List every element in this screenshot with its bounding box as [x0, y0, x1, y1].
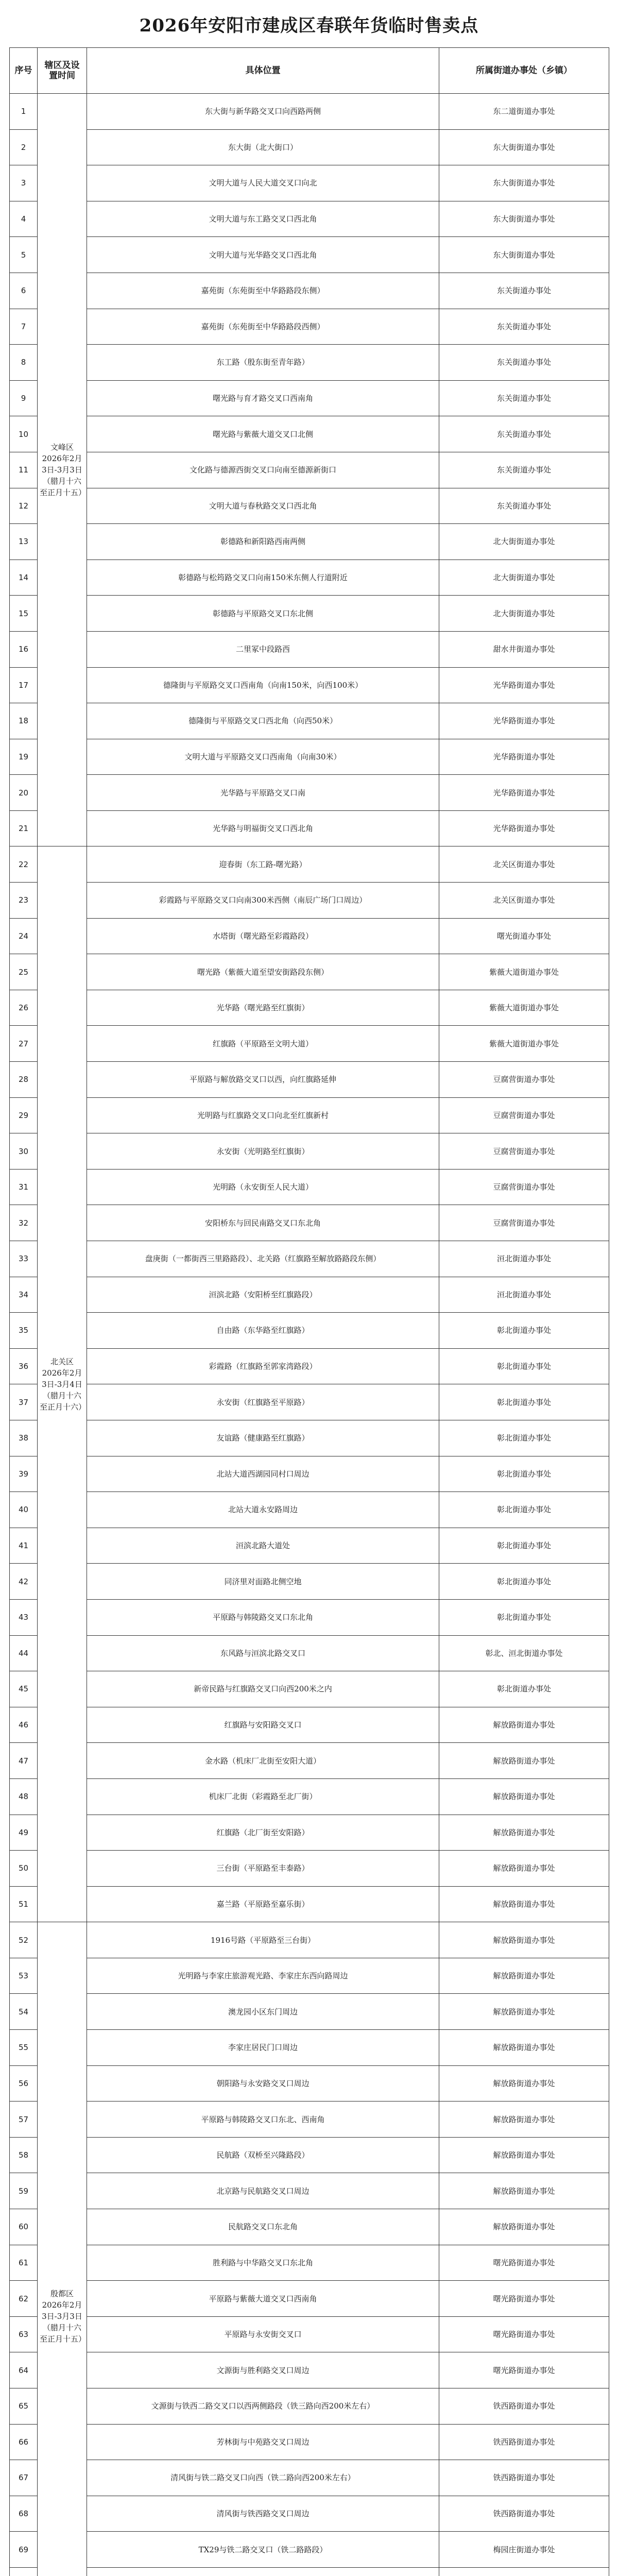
row-office: 东关街道办事处	[439, 309, 609, 345]
row-index: 32	[10, 1205, 38, 1241]
row-location: 水塔街（曙光路至彩霞路段）	[87, 918, 439, 954]
row-office: 豆腐营街道办事处	[439, 1133, 609, 1170]
row-location: 迎春街（东工路-曙光路）	[87, 846, 439, 883]
row-index: 13	[10, 524, 38, 560]
row-index	[10, 2567, 38, 2576]
table-row	[10, 1313, 609, 1349]
row-index: 21	[10, 810, 38, 846]
table-row	[10, 165, 609, 201]
row-location: 光华路（曙光路至红旗街）	[87, 990, 439, 1026]
row-office: 光华路街道办事处	[439, 667, 609, 703]
row-index: 19	[10, 739, 38, 775]
row-index: 27	[10, 1026, 38, 1062]
row-location: 光明路与红旗路交叉口向北至红旗新村	[87, 1097, 439, 1133]
table-row	[10, 237, 609, 273]
row-office: 解放路街道办事处	[439, 1922, 609, 1958]
row-office: 紫薇大道街道办事处	[439, 990, 609, 1026]
row-location: 红旗路与安阳路交叉口	[87, 1707, 439, 1743]
row-location: 清风街与铁西路交叉口周边	[87, 2496, 439, 2532]
row-index: 23	[10, 883, 38, 919]
row-office: 铁西路街道办事处	[439, 2460, 609, 2496]
table-row	[10, 416, 609, 452]
table-row	[10, 2209, 609, 2245]
row-office: 东关街道办事处	[439, 273, 609, 309]
row-location: 文明大道与东工路交叉口西北角	[87, 201, 439, 237]
row-office: 解放路街道办事处	[439, 1778, 609, 1815]
table-row	[10, 631, 609, 667]
row-location: 洹滨北路大道处	[87, 1528, 439, 1564]
row-office: 彰北街道办事处	[439, 1313, 609, 1349]
table-row	[10, 1743, 609, 1779]
row-office: 紫薇大道街道办事处	[439, 954, 609, 990]
row-index: 55	[10, 2030, 38, 2066]
table-row	[10, 954, 609, 990]
row-office: 光华路街道办事处	[439, 739, 609, 775]
row-index: 36	[10, 1348, 38, 1384]
row-office: 北关区街道办事处	[439, 846, 609, 883]
table-row	[10, 667, 609, 703]
table-row	[10, 309, 609, 345]
row-index: 42	[10, 1564, 38, 1600]
table-row	[10, 846, 609, 883]
row-index: 8	[10, 345, 38, 381]
table-row	[10, 2137, 609, 2173]
row-index: 51	[10, 1886, 38, 1922]
table-row	[10, 2245, 609, 2281]
row-index: 62	[10, 2281, 38, 2317]
row-location: 德隆街与平原路交叉口西南角（向南150米，向西100米）	[87, 667, 439, 703]
row-office: 解放路街道办事处	[439, 1815, 609, 1851]
row-location	[87, 2567, 439, 2576]
row-office: 洹北街道办事处	[439, 1277, 609, 1313]
row-location: 平原路与韩陵路交叉口东北角	[87, 1599, 439, 1635]
row-location: TX29与铁二路交叉口（铁二路路段）	[87, 2532, 439, 2568]
row-index: 18	[10, 703, 38, 739]
table-row	[10, 2281, 609, 2317]
row-index: 20	[10, 775, 38, 811]
row-location: 嘉兰路（平原路至嘉乐街）	[87, 1886, 439, 1922]
table-row	[10, 2388, 609, 2425]
row-office: 东关街道办事处	[439, 452, 609, 488]
table-row	[10, 775, 609, 811]
row-office: 豆腐营街道办事处	[439, 1097, 609, 1133]
row-index: 12	[10, 488, 38, 524]
area-cell: 殷都区 2026年2月3日-3月3日（腊月十六至正月十五）	[38, 1922, 87, 2576]
row-location: 嘉苑街（东苑街至中华路路段东侧）	[87, 273, 439, 309]
row-index: 6	[10, 273, 38, 309]
row-location: 光明路与李家庄旅游观光路、李家庄东西向路周边	[87, 1958, 439, 1994]
row-office: 彰北街道办事处	[439, 1348, 609, 1384]
row-location: 新帝民路与红旗路交叉口向西200米之内	[87, 1671, 439, 1707]
table-row	[10, 739, 609, 775]
table-row	[10, 1528, 609, 1564]
table-row	[10, 1133, 609, 1170]
row-location: 曙光路（紫薇大道至望安街路段东侧）	[87, 954, 439, 990]
row-location: 光华路与明福街交叉口西北角	[87, 810, 439, 846]
row-index: 58	[10, 2137, 38, 2173]
row-index: 46	[10, 1707, 38, 1743]
row-office: 东大街街道办事处	[439, 237, 609, 273]
row-office: 曙光街道办事处	[439, 918, 609, 954]
row-location: 曙光路与育才路交叉口西南角	[87, 380, 439, 416]
row-index: 4	[10, 201, 38, 237]
table-row	[10, 2065, 609, 2102]
table-row	[10, 2532, 609, 2568]
row-index: 52	[10, 1922, 38, 1958]
row-index: 67	[10, 2460, 38, 2496]
row-office: 曙光路街道办事处	[439, 2245, 609, 2281]
row-office: 东关街道办事处	[439, 488, 609, 524]
table-row	[10, 1384, 609, 1420]
table-row	[10, 129, 609, 165]
row-office: 解放路街道办事处	[439, 1851, 609, 1887]
table-row	[10, 201, 609, 237]
row-office: 光华路街道办事处	[439, 810, 609, 846]
table-row	[10, 2030, 609, 2066]
row-location: 民航路交叉口东北角	[87, 2209, 439, 2245]
row-office: 梅园庄街道办事处	[439, 2532, 609, 2568]
row-office: 彰北街道办事处	[439, 1384, 609, 1420]
row-index: 9	[10, 380, 38, 416]
table-row	[10, 452, 609, 488]
row-index: 44	[10, 1635, 38, 1671]
row-location: 永安街（光明路至红旗街）	[87, 1133, 439, 1170]
table-row	[10, 1564, 609, 1600]
row-location: 彰德路与平原路交叉口东北侧	[87, 596, 439, 632]
row-location: 文明大道与平原路交叉口西南角（向南30米）	[87, 739, 439, 775]
table-row	[10, 1671, 609, 1707]
row-location: 机床厂北街（彩霞路至北厂街）	[87, 1778, 439, 1815]
table-body	[10, 94, 609, 2576]
row-index: 41	[10, 1528, 38, 1564]
table-row	[10, 1420, 609, 1456]
row-location: 嘉苑街（东苑街至中华路路段西侧）	[87, 309, 439, 345]
row-office: 甜水井街道办事处	[439, 631, 609, 667]
table-row	[10, 1026, 609, 1062]
table-row	[10, 1599, 609, 1635]
table-row	[10, 1815, 609, 1851]
row-index: 16	[10, 631, 38, 667]
row-location: 北站大道西湖园同村口周边	[87, 1456, 439, 1492]
table-row	[10, 918, 609, 954]
row-location: 1916号路（平原路至三台街）	[87, 1922, 439, 1958]
row-office: 东大街街道办事处	[439, 201, 609, 237]
row-index: 22	[10, 846, 38, 883]
row-location: 光明路（永安街至人民大道）	[87, 1169, 439, 1205]
row-index: 65	[10, 2388, 38, 2425]
table-row	[10, 2173, 609, 2209]
row-office: 解放路街道办事处	[439, 2173, 609, 2209]
row-location: 清风街与铁二路交叉口向西（铁二路向西200米左右）	[87, 2460, 439, 2496]
row-office: 彰北街道办事处	[439, 1456, 609, 1492]
row-location: 文化路与德源西街交叉口向南至德源新街口	[87, 452, 439, 488]
table-row	[10, 2567, 609, 2576]
table-row	[10, 1886, 609, 1922]
row-office: 豆腐营街道办事处	[439, 1169, 609, 1205]
row-office: 铁西路街道办事处	[439, 2496, 609, 2532]
row-location: 三台街（平原路至丰泰路）	[87, 1851, 439, 1887]
table-row	[10, 524, 609, 560]
table-row	[10, 94, 609, 130]
row-index: 39	[10, 1456, 38, 1492]
row-office: 东二道街道办事处	[439, 94, 609, 130]
row-office: 曙光路街道办事处	[439, 2352, 609, 2388]
row-location: 东大街与新华路交叉口向西路两侧	[87, 94, 439, 130]
row-office: 解放路街道办事处	[439, 1743, 609, 1779]
row-location: 李家庄居民门口周边	[87, 2030, 439, 2066]
row-index: 47	[10, 1743, 38, 1779]
table-row	[10, 1707, 609, 1743]
table-row	[10, 1097, 609, 1133]
row-location: 北站大道永安路周边	[87, 1492, 439, 1528]
row-index: 40	[10, 1492, 38, 1528]
row-index: 38	[10, 1420, 38, 1456]
table-row	[10, 596, 609, 632]
row-index: 28	[10, 1062, 38, 1098]
row-index: 29	[10, 1097, 38, 1133]
row-index: 64	[10, 2352, 38, 2388]
table-row	[10, 1062, 609, 1098]
row-location: 平原路与解放路交叉口以西，向红旗路延伸	[87, 1062, 439, 1098]
row-location: 红旗路（北厂街至安阳路）	[87, 1815, 439, 1851]
row-office: 北大街街道办事处	[439, 524, 609, 560]
row-index: 3	[10, 165, 38, 201]
row-index: 24	[10, 918, 38, 954]
header-index: 序号	[10, 48, 38, 94]
table-header-row	[10, 48, 609, 94]
row-office: 东关街道办事处	[439, 416, 609, 452]
row-office: 豆腐营街道办事处	[439, 1205, 609, 1241]
area-cell: 文峰区 2026年2月3日-3月3日（腊月十六至正月十五）	[38, 94, 87, 846]
row-index: 15	[10, 596, 38, 632]
row-office: 彰北街道办事处	[439, 1671, 609, 1707]
row-index: 26	[10, 990, 38, 1026]
table-row	[10, 2496, 609, 2532]
row-office: 解放路街道办事处	[439, 2065, 609, 2102]
row-office: 北大街街道办事处	[439, 596, 609, 632]
row-location: 友谊路（健康路至红旗路）	[87, 1420, 439, 1456]
row-office: 铁西路街道办事处	[439, 2424, 609, 2460]
header-area: 辖区及设置时间	[38, 48, 87, 94]
row-index: 33	[10, 1241, 38, 1277]
row-office: 解放路街道办事处	[439, 2209, 609, 2245]
area-cell: 北关区 2026年2月3日-3月4日（腊月十六至正月十六）	[38, 846, 87, 1922]
table-row	[10, 2460, 609, 2496]
row-location: 金水路（机床厂北街至安阳大道）	[87, 1743, 439, 1779]
row-office: 东关街道办事处	[439, 345, 609, 381]
row-office: 东大街街道办事处	[439, 165, 609, 201]
row-location: 红旗路（平原路至文明大道）	[87, 1026, 439, 1062]
row-office: 紫薇大道街道办事处	[439, 1026, 609, 1062]
row-office: 彰北街道办事处	[439, 1420, 609, 1456]
row-office: 解放路街道办事处	[439, 2137, 609, 2173]
row-office: 解放路街道办事处	[439, 1707, 609, 1743]
row-location: 德隆街与平原路交叉口西北角（向西50米）	[87, 703, 439, 739]
row-index: 35	[10, 1313, 38, 1349]
row-office: 曙光路街道办事处	[439, 2281, 609, 2317]
row-office	[439, 2567, 609, 2576]
table-row	[10, 1492, 609, 1528]
header-office: 所属街道办事处（乡镇）	[439, 48, 609, 94]
row-location: 东工路（殷东街至青年路）	[87, 345, 439, 381]
row-location: 盘庚街（一都街西三里路路段）、北关路（红旗路至解放路路段东侧）	[87, 1241, 439, 1277]
table-row	[10, 488, 609, 524]
row-location: 彰德路与松筠路交叉口向南150米东侧人行道附近	[87, 560, 439, 596]
row-location: 胜利路与中华路交叉口东北角	[87, 2245, 439, 2281]
row-location: 北京路与民航路交叉口周边	[87, 2173, 439, 2209]
table-wrapper	[9, 47, 609, 2576]
row-index: 48	[10, 1778, 38, 1815]
row-index: 56	[10, 2065, 38, 2102]
row-index: 17	[10, 667, 38, 703]
row-office: 北关区街道办事处	[439, 883, 609, 919]
row-index: 5	[10, 237, 38, 273]
row-location: 永安街（红旗路至平原路）	[87, 1384, 439, 1420]
row-location: 东风路与洹滨北路交叉口	[87, 1635, 439, 1671]
row-office: 东关街道办事处	[439, 380, 609, 416]
row-location: 澳龙园小区东门周边	[87, 1994, 439, 2030]
table-row	[10, 1778, 609, 1815]
table-row	[10, 1635, 609, 1671]
row-location: 光华路与平原路交叉口南	[87, 775, 439, 811]
row-location: 文明大道与光华路交叉口西北角	[87, 237, 439, 273]
row-location: 文源街与铁西二路交叉口以西两侧路段（铁三路向西200米左右）	[87, 2388, 439, 2425]
table-row	[10, 2316, 609, 2352]
table-row	[10, 1277, 609, 1313]
table-row	[10, 345, 609, 381]
row-index: 7	[10, 309, 38, 345]
row-location: 彰德路和新阳路西南两侧	[87, 524, 439, 560]
row-office: 光华路街道办事处	[439, 775, 609, 811]
row-office: 东大街街道办事处	[439, 129, 609, 165]
table-row	[10, 990, 609, 1026]
row-index: 69	[10, 2532, 38, 2568]
header-location: 具体位置	[87, 48, 439, 94]
row-index: 54	[10, 1994, 38, 2030]
page-title: 2026年安阳市建成区春联年货临时售卖点	[139, 15, 479, 36]
row-index: 30	[10, 1133, 38, 1170]
row-location: 芳林街与中苑路交叉口周边	[87, 2424, 439, 2460]
row-index: 45	[10, 1671, 38, 1707]
row-index: 53	[10, 1958, 38, 1994]
row-index: 61	[10, 2245, 38, 2281]
table-row	[10, 1851, 609, 1887]
row-location: 文明大道与人民大道交叉口向北	[87, 165, 439, 201]
row-office: 解放路街道办事处	[439, 1958, 609, 1994]
table-row	[10, 1456, 609, 1492]
table-row	[10, 2352, 609, 2388]
row-location: 洹滨北路（安阳桥至红旗路段）	[87, 1277, 439, 1313]
row-index: 14	[10, 560, 38, 596]
row-index: 34	[10, 1277, 38, 1313]
table-row	[10, 1205, 609, 1241]
row-office: 彰北街道办事处	[439, 1528, 609, 1564]
row-index: 11	[10, 452, 38, 488]
row-location: 文源街与胜利路交叉口周边	[87, 2352, 439, 2388]
table-row	[10, 1348, 609, 1384]
row-office: 解放路街道办事处	[439, 1886, 609, 1922]
row-location: 平原路与紫薇大道交叉口西南角	[87, 2281, 439, 2317]
row-index: 10	[10, 416, 38, 452]
table-row	[10, 2424, 609, 2460]
table-row	[10, 1958, 609, 1994]
row-index: 68	[10, 2496, 38, 2532]
row-index: 31	[10, 1169, 38, 1205]
table-row	[10, 1994, 609, 2030]
row-location: 彩霞路（红旗路至郭家湾路段）	[87, 1348, 439, 1384]
row-office: 豆腐营街道办事处	[439, 1062, 609, 1098]
row-location: 平原路与永安街交叉口	[87, 2316, 439, 2352]
row-office: 曙光路街道办事处	[439, 2316, 609, 2352]
row-location: 文明大道与春秋路交叉口西北角	[87, 488, 439, 524]
row-index: 57	[10, 2102, 38, 2138]
row-index: 1	[10, 94, 38, 130]
row-location: 平原路与韩陵路交叉口东北、西南角	[87, 2102, 439, 2138]
table-row	[10, 273, 609, 309]
table-row	[10, 810, 609, 846]
row-office: 彰北街道办事处	[439, 1599, 609, 1635]
row-index: 50	[10, 1851, 38, 1887]
row-office: 彰北街道办事处	[439, 1564, 609, 1600]
table-row	[10, 2102, 609, 2138]
row-location: 民航路（双桥至兴隆路段）	[87, 2137, 439, 2173]
row-office: 解放路街道办事处	[439, 2030, 609, 2066]
row-index: 59	[10, 2173, 38, 2209]
row-office: 解放路街道办事处	[439, 2102, 609, 2138]
table-row	[10, 703, 609, 739]
row-office: 北大街街道办事处	[439, 560, 609, 596]
row-location: 同济里对面路北侧空地	[87, 1564, 439, 1600]
table-row	[10, 1922, 609, 1958]
table-row	[10, 560, 609, 596]
table-row	[10, 1169, 609, 1205]
row-location: 彩霞路与平原路交叉口向南300米西侧（南辰广场门口周边）	[87, 883, 439, 919]
row-location: 自由路（东华路至红旗路）	[87, 1313, 439, 1349]
row-index: 25	[10, 954, 38, 990]
row-office: 彰北街道办事处	[439, 1492, 609, 1528]
row-location: 安阳桥东与回民南路交叉口东北角	[87, 1205, 439, 1241]
table-row	[10, 883, 609, 919]
row-index: 49	[10, 1815, 38, 1851]
row-index: 63	[10, 2316, 38, 2352]
row-office: 解放路街道办事处	[439, 1994, 609, 2030]
row-index: 37	[10, 1384, 38, 1420]
row-office: 彰北、洹北街道办事处	[439, 1635, 609, 1671]
row-index: 66	[10, 2424, 38, 2460]
vendor-points-table	[9, 47, 609, 2576]
row-office: 铁西路街道办事处	[439, 2388, 609, 2425]
row-office: 洹北街道办事处	[439, 1241, 609, 1277]
row-index: 43	[10, 1599, 38, 1635]
table-row	[10, 1241, 609, 1277]
row-location: 东大街（北大街口）	[87, 129, 439, 165]
table-row	[10, 380, 609, 416]
row-location: 曙光路与紫薇大道交叉口北侧	[87, 416, 439, 452]
row-location: 朝阳路与永安路交叉口周边	[87, 2065, 439, 2102]
row-index: 60	[10, 2209, 38, 2245]
row-index: 2	[10, 129, 38, 165]
row-office: 光华路街道办事处	[439, 703, 609, 739]
row-location: 二里冢中段路西	[87, 631, 439, 667]
